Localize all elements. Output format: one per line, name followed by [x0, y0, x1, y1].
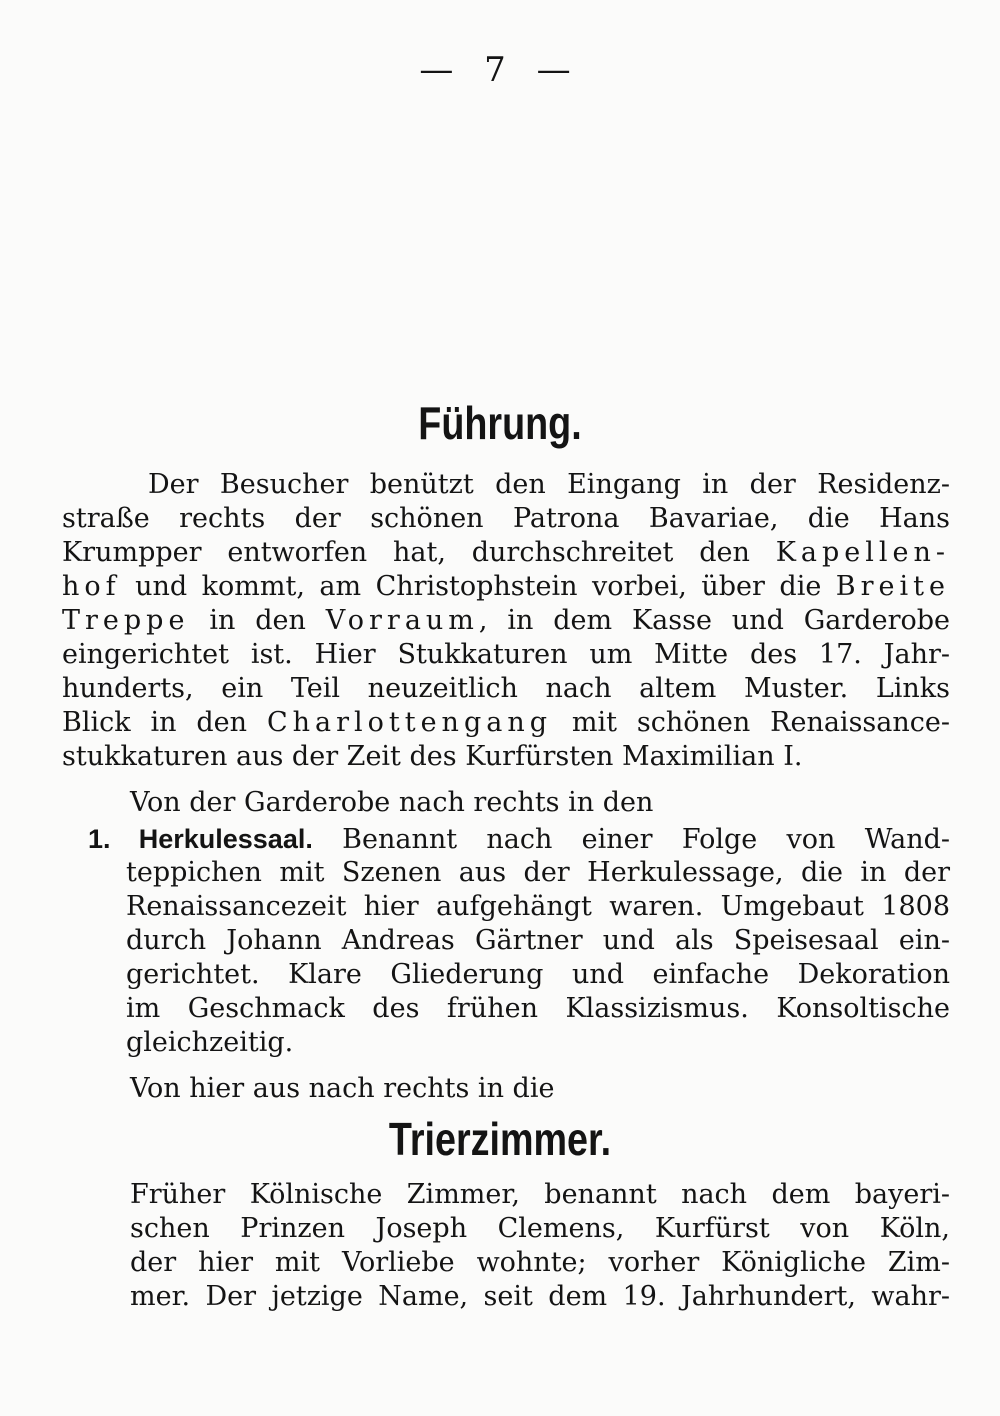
section-title-fuehrung: Führung. — [418, 397, 582, 449]
text-run: Blick in den — [62, 707, 267, 738]
spaced-emphasis: Treppe — [62, 605, 190, 636]
text-run: Benannt nach einer Folge von Wand- — [342, 824, 950, 855]
paragraph-line: gerichtet. Klare Gliederung und einfache Dekoration — [126, 959, 950, 990]
paragraph-line — [62, 740, 950, 774]
paragraph-line: Renaissancezeit hier aufgehängt waren. Umgebaut 1808 — [126, 891, 950, 922]
text-run: mit schönen Renaissance- — [552, 707, 950, 738]
paragraph-line: mer. Der jetzige Name, seit dem 19. Jahrhundert, wahr- — [130, 1281, 950, 1312]
text-run: Krumpper entworfen hat, durchschreitet den — [62, 537, 776, 568]
paragraph-line: im Geschmack des frühen Klassizismus. Konsoltische — [126, 993, 950, 1024]
text-run: , in dem Kasse und Garderobe — [478, 605, 950, 636]
text-run: und kommt, am Christophstein vorbei, über die — [120, 571, 836, 602]
spaced-emphasis: hof — [62, 571, 121, 602]
paragraph-line: gleichzeitig. — [126, 1027, 294, 1058]
text-run: eingerichtet ist. Hier Stukkaturen um Mitte des 17. Jahr- — [62, 639, 950, 670]
paragraph-line — [148, 468, 950, 502]
paragraph-line — [62, 672, 950, 706]
paragraph-line — [62, 502, 950, 536]
spaced-emphasis: Kapellen- — [775, 537, 950, 568]
paragraph-line: teppichen mit Szenen aus der Herkulessage, die in der — [126, 857, 950, 888]
transition-line: Von der Garderobe nach rechts in den — [130, 787, 654, 818]
text-run: Der Besucher benützt den Eingang in der Residenz- — [148, 469, 950, 500]
spaced-emphasis: Breite — [835, 571, 950, 602]
text-run: hunderts, ein Teil neuzeitlich nach altem Muster. Links — [62, 673, 950, 704]
paragraph-line: schen Prinzen Joseph Clemens, Kurfürst von Köln, — [130, 1213, 950, 1244]
transition-line: Von hier aus nach rechts in die — [130, 1073, 555, 1104]
spaced-emphasis: Charlottengang — [266, 707, 553, 738]
room-entry-line — [88, 822, 950, 856]
text-run: stukkaturen aus der Zeit des Kurfürsten Maximilian I. — [62, 741, 803, 772]
paragraph-line: der hier mit Vorliebe wohnte; vorher Königliche Zim- — [130, 1247, 950, 1278]
page-number: — 7 — — [419, 50, 581, 90]
spaced-emphasis: Vorraum — [325, 605, 479, 636]
text-run: in den — [189, 605, 326, 636]
paragraph-line — [62, 638, 950, 672]
paragraph-line — [62, 706, 950, 740]
paragraph-line — [62, 570, 950, 604]
paragraph-line: Früher Kölnische Zimmer, benannt nach dem bayeri- — [130, 1179, 950, 1210]
paragraph-line: durch Johann Andreas Gärtner und als Speisesaal ein- — [126, 925, 950, 956]
section-title-trierzimmer: Trierzimmer. — [388, 1113, 612, 1165]
room-label-herkulessaal: 1. Herkulessaal. — [88, 824, 313, 854]
paragraph-line — [62, 536, 950, 570]
text-run: straße rechts der schönen Patrona Bavariae, die Hans — [62, 503, 950, 534]
paragraph-line — [62, 604, 950, 638]
